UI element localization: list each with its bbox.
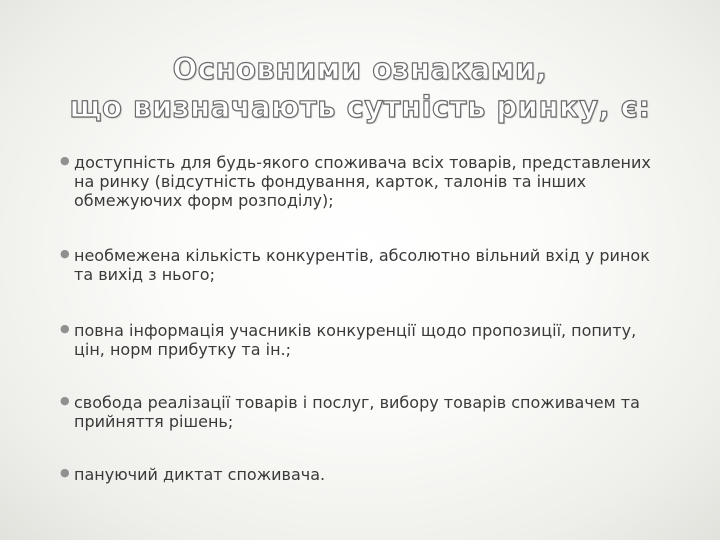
bullet-text: повна інформація учасників конкуренції щодо пропозиції, попиту, цін, норм прибутку та ін.; <box>74 321 637 359</box>
bullet-dot-icon: ● <box>60 154 70 167</box>
bullet-item <box>60 246 660 284</box>
bullet-text: свобода реалізації товарів і послуг, вибору товарів споживачем та прийняття рішень; <box>74 393 640 431</box>
slide-title-line-2: що визначають сутність ринку, є: <box>69 90 651 124</box>
bullet-dot-icon: ● <box>60 322 70 335</box>
bullet-text: доступність для будь-якого споживача всіх товарів, представлених на ринку (відсутність фондування, карток, талонів та інших обмежуючих форм розподілу); <box>74 153 651 210</box>
bullet-text: пануючий диктат споживача. <box>74 465 326 484</box>
bullet-item <box>60 321 660 359</box>
bullet-item <box>60 153 660 210</box>
bullet-item <box>60 393 660 431</box>
bullet-text: необмежена кількість конкурентів, абсолютно вільний вхід у ринок та вихід з нього; <box>74 246 650 284</box>
bullet-item <box>60 465 660 484</box>
bullet-dot-icon: ● <box>60 466 70 479</box>
bullet-dot-icon: ● <box>60 394 70 407</box>
slide-title <box>40 50 680 126</box>
bullet-dot-icon: ● <box>60 247 70 260</box>
slide-title-line-1: Основними ознаками, <box>172 52 548 86</box>
